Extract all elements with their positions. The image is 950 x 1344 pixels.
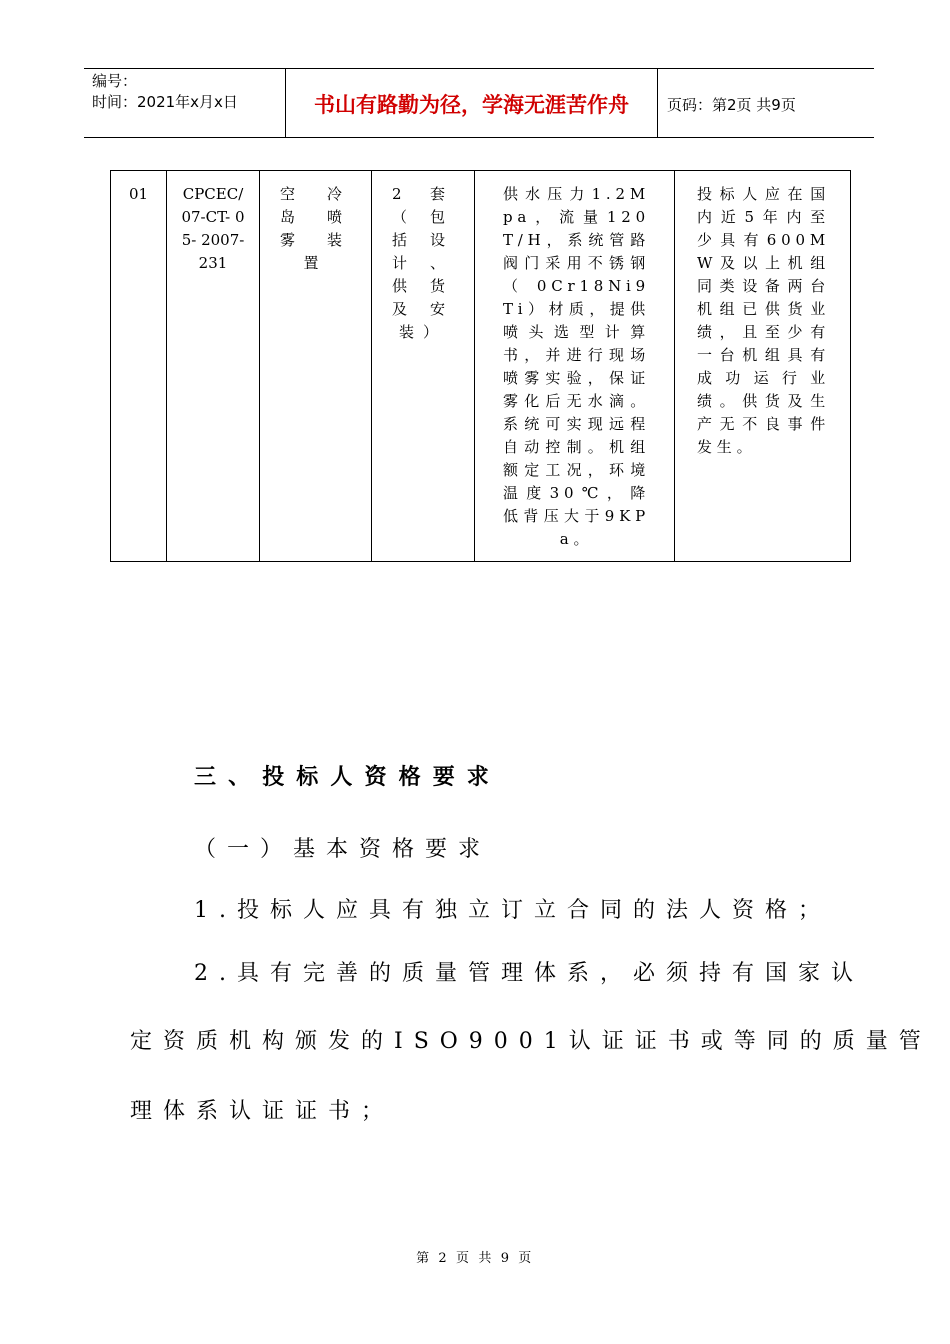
row-qualification: 投标人应在国内近5年内至少具有600MW及以上机组同类设备两台机组已供货业绩，且至少有一台机组具有成功运行业绩。供货及生产无不良事件发生。 [697, 185, 830, 456]
requirement-item-2-line-1: 2.具有完善的质量管理体系，必须持有国家认 [194, 961, 864, 986]
section-subtitle: （一）基本资格要求 [194, 837, 492, 862]
spec-table [110, 170, 851, 562]
section-title: 三、投标人资格要求 [194, 764, 501, 790]
row-quantity: 2套（包括设计、供货及安装） [392, 185, 454, 341]
row-name: 空冷岛喷雾装置 [280, 185, 351, 272]
page-header [84, 68, 874, 138]
row-code: CPCEC/ 07-CT- 05- 2007- 231 [181, 185, 245, 272]
cell-tech-req [475, 171, 675, 562]
cell-name [260, 171, 372, 562]
header-meta [84, 69, 286, 137]
row-tech-req: 供水压力1.2Mpa，流量120T/H，系统管路阀门采用不锈钢（0Cr18Ni9Ti）材质，提供喷头选型计算书，并进行现场喷雾实验，保证雾化后无水滴。系统可实现远程自动控制。机组额定工况，环境温度30℃，降低背压大于9KPa。 [503, 185, 650, 548]
serial-label: 编号： [92, 72, 138, 90]
requirement-item-2-line-2: 定资质机构颁发的ISO9001认证证书或等同的质量管 [130, 1029, 932, 1054]
requirement-item-1: 1.投标人应具有独立订立合同的法人资格； [194, 898, 831, 923]
row-no: 01 [128, 185, 149, 203]
cell-qualification [675, 171, 851, 562]
cell-no [111, 171, 167, 562]
time-label: 时间：2021年x月x日 [92, 93, 238, 111]
page-footer: 第 2 页 共 9 页 [416, 1251, 534, 1266]
cell-quantity [372, 171, 475, 562]
cell-code [167, 171, 260, 562]
requirement-item-2-line-3: 理体系认证证书； [130, 1099, 395, 1124]
header-motto: 书山有路勤为径，学海无涯苦作舟 [286, 69, 658, 137]
header-page-info: 页码：第2页 共9页 [667, 95, 796, 114]
table-row [111, 171, 851, 562]
